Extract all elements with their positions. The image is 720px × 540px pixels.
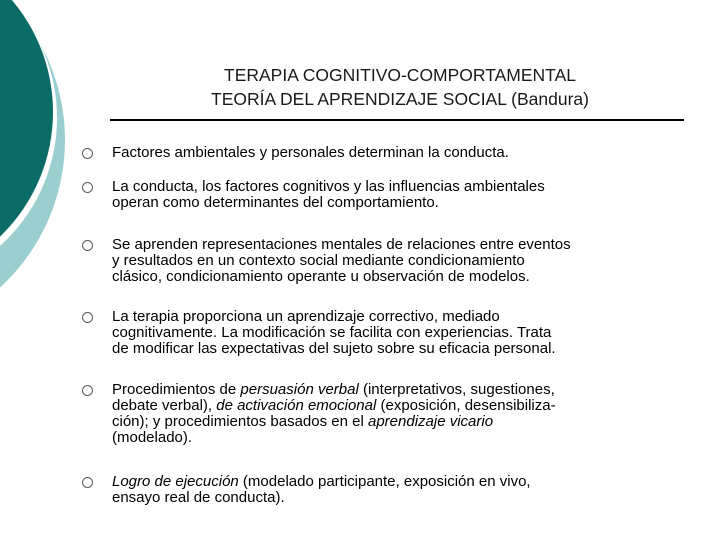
bullet-5-line-2 xyxy=(112,398,702,414)
bullet-circle-icon xyxy=(82,240,93,251)
bullet-item-3 xyxy=(112,237,702,285)
bullet-3-line-3: clásico, condicionamiento operante u observación de modelos. xyxy=(112,268,530,285)
bullet-circle-icon xyxy=(82,148,93,159)
bullet-3-line-2: y resultados en un contexto social mediante condicionamiento xyxy=(112,252,525,269)
logro-ejecucion-term: Logro de ejecución xyxy=(112,473,239,490)
bullet-4-line-1: La terapia proporciona un aprendizaje correctivo, mediado xyxy=(112,308,500,325)
bullet-5-line-2-c: (exposición, desensibiliza- xyxy=(376,397,556,414)
decorative-circles xyxy=(0,0,90,300)
bullet-item-1 xyxy=(112,145,702,161)
bullet-5-line-3 xyxy=(112,414,702,430)
slide-title-line-2: TEORÍA DEL APRENDIZAJE SOCIAL (Bandura) xyxy=(211,89,589,109)
bullet-item-6 xyxy=(112,474,702,506)
bullet-6-line-1 xyxy=(112,474,702,490)
bullet-5-line-1 xyxy=(112,382,702,398)
bullet-circle-icon xyxy=(82,182,93,193)
activacion-emocional-term: de activación emocional xyxy=(216,397,377,414)
bullet-6-line-1-b: (modelado participante, exposición en vivo, xyxy=(238,473,531,490)
bullet-5-line-1-c: (interpretativos, sugestiones, xyxy=(358,381,555,398)
persuasion-verbal-term: persuasión verbal xyxy=(240,381,359,398)
bullet-circle-icon xyxy=(82,385,93,396)
bullet-2-line-1: La conducta, los factores cognitivos y las influencias ambientales xyxy=(112,178,545,195)
bullet-circle-icon xyxy=(82,477,93,488)
bullet-2-line-2: operan como determinantes del comportamiento. xyxy=(112,194,439,211)
bullet-1-line-1: Factores ambientales y personales determinan la conducta. xyxy=(112,144,509,161)
bullet-5-line-2-a: debate verbal), xyxy=(112,397,217,414)
bullet-5-line-3-a: ción); y procedimientos basados en el xyxy=(112,413,368,430)
bullet-circle-icon xyxy=(82,312,93,323)
bullet-5-line-4: (modelado). xyxy=(112,429,193,446)
bullet-3-line-1: Se aprenden representaciones mentales de relaciones entre eventos xyxy=(112,236,571,253)
title-underline xyxy=(110,119,684,121)
aprendizaje-vicario-term: aprendizaje vicario xyxy=(367,413,494,430)
bullet-item-2 xyxy=(112,179,702,211)
bullet-item-4 xyxy=(112,309,702,357)
bullet-5-line-1-a: Procedimientos de xyxy=(112,381,241,398)
bullet-item-5 xyxy=(112,382,702,446)
bullet-4-line-3: de modificar las expectativas del sujeto sobre su eficacia personal. xyxy=(112,340,556,357)
bullet-6-line-2: ensayo real de conducta). xyxy=(112,489,285,506)
slide-title-line-1: TERAPIA COGNITIVO-COMPORTAMENTAL xyxy=(224,65,576,85)
bullet-4-line-2: cognitivamente. La modificación se facilita con experiencias. Trata xyxy=(112,324,552,341)
